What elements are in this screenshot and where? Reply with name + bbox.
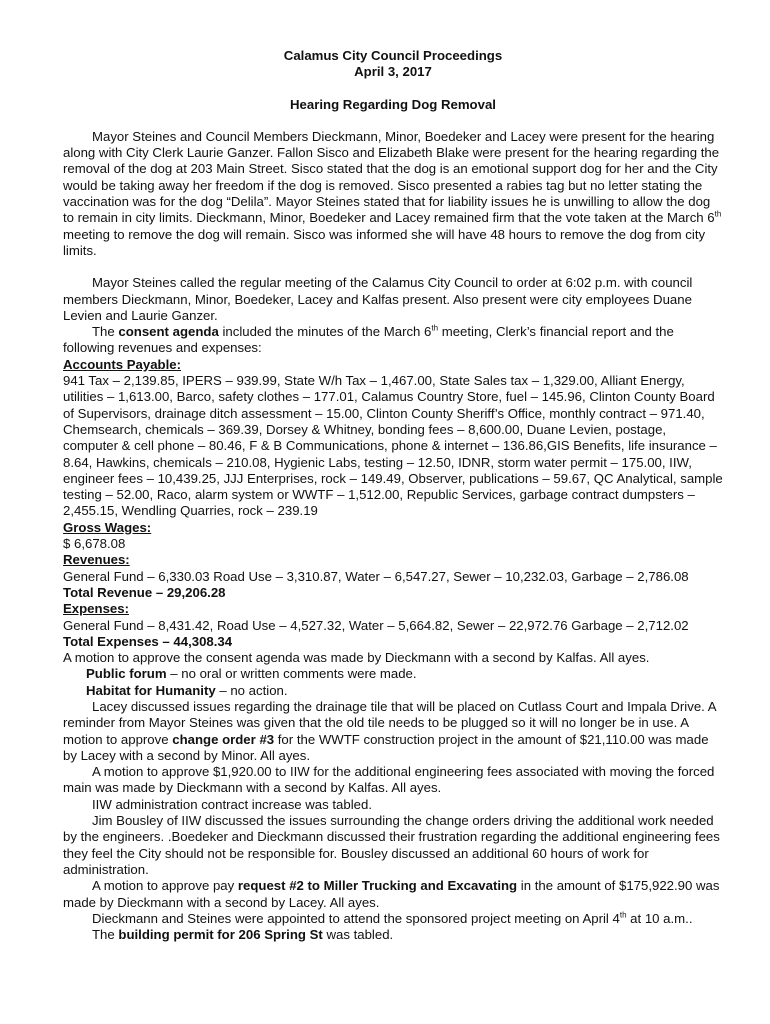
accounts-payable-heading: Accounts Payable: (63, 356, 181, 372)
change-order-label: change order #3 (172, 731, 275, 747)
habitat-item (63, 683, 723, 699)
public-forum-text: – no oral or written comments were made. (166, 666, 417, 682)
building-permit-text-1: The (92, 927, 119, 943)
drainage-text-2: for the WWTF construction project in the amount of $21,110.00 was made by Lacey with a second by Minor. All ayes. (63, 731, 709, 763)
total-expenses: Total Expenses – 44,308.34 (63, 633, 233, 649)
expenses-list: General Fund – 8,431.42, Road Use – 4,527.32, Water – 5,664.82, Sewer – 22,972.76 Garbage – 2,712.02 (63, 617, 689, 633)
document-page (63, 48, 723, 943)
hearing-paragraph (63, 129, 723, 259)
building-permit-label: building permit for 206 Spring St (118, 927, 323, 943)
revenues-heading: Revenues: (63, 552, 130, 568)
bousley-paragraph: Jim Bousley of IIW discussed the issues surrounding the change orders driving the additional work needed by the engineers. .Boedeker and Dieckmann discussed their frustration regarding the additional engineering fees they feel the City should not be responsible for. Bousley discussed an additional 60 hours of work for administration. (63, 813, 720, 877)
building-permit-paragraph (63, 927, 723, 943)
document-title: Calamus City Council Proceedings (283, 48, 503, 63)
consent-text-3: meeting, Clerk’s financial report and the following revenues and expenses: (63, 324, 674, 356)
accounts-payable-list: 941 Tax – 2,139.85, IPERS – 939.99, State W/h Tax – 1,467.00, State Sales tax – 1,329.00, Alliant Energy, utilities – 1,613.00, Barco, safety clothes – 177.01, Calamus Country Store, fuel – 145.96, Clinton County Board of Supervisors, drainage ditch assessment – 15.00, Clinton County Sheriff’s Office, monthly contract – 971.40, Chemsearch, chemicals – 369.39, Dorsey & Whitney, bonding fees – 8,600.00, Duane Levien, postage, computer & cell phone – 80.46, F & B Communications, phone & internet – 136.86,GIS Benefits, life insurance – 8.64, Hawkins, chemicals – 210.08, Hygienic Labs, testing – 12.50, IDNR, storm water permit – 175.00, IIW, engineer fees – 10,439.25, JJJ Enterprises, rock – 149.49, Observer, publications – 59.67, QC Analytical, sample testing – 52.00, Raco, alarm system or WWTF – 1,512.00, Republic Services, garbage contract dumpsters – 2,455.15, Wendling Quarries, rock – 239.19 (63, 373, 723, 519)
habitat-label: Habitat for Humanity (86, 682, 216, 698)
consent-superscript: th (431, 323, 439, 333)
hearing-superscript: th (714, 209, 722, 219)
pay-request-label: request #2 to Miller Trucking and Excavating (237, 878, 518, 894)
drainage-paragraph (63, 699, 723, 764)
consent-text-1: The (92, 324, 119, 340)
consent-agenda-label: consent agenda (118, 324, 219, 340)
consent-motion: A motion to approve the consent agenda was made by Dieckmann with a second by Kalfas. All ayes. (63, 650, 650, 666)
document-date: April 3, 2017 (354, 64, 432, 80)
habitat-text: – no action. (215, 682, 288, 698)
revenues-list: General Fund – 6,330.03 Road Use – 3,310.87, Water – 6,547.27, Sewer – 10,232.03, Garbage – 2,786.08 (63, 568, 689, 584)
total-revenue: Total Revenue – 29,206.28 (63, 584, 226, 600)
building-permit-text-2: was tabled. (322, 927, 394, 943)
gross-wages-heading: Gross Wages: (63, 519, 152, 535)
iiw-tabled-paragraph: IIW administration contract increase was tabled. (92, 796, 372, 812)
hearing-heading: Hearing Regarding Dog Removal (290, 96, 496, 112)
public-forum-label: Public forum (86, 666, 167, 682)
consent-paragraph (63, 324, 723, 357)
pay-request-paragraph (63, 878, 723, 911)
appointment-text-1: Dieckmann and Steines were appointed to attend the sponsored project meeting on April 4 (92, 910, 620, 926)
appointment-superscript: th (619, 910, 627, 920)
pay-text-2: in the amount of $175,922.90 was made by Dieckmann with a second by Lacey. All ayes. (63, 878, 720, 910)
public-forum-item (63, 666, 723, 682)
appointment-text-2: at 10 a.m.. (626, 910, 693, 926)
hearing-text-1: Mayor Steines and Council Members Dieckmann, Minor, Boedeker and Lacey were present for the hearing along with City Clerk Laurie Ganzer. Fallon Sisco and Elizabeth Blake were present for the hearing regarding the removal of the dog at 203 Main Street. Sisco stated that the dog is an emotional support dog for her and the City would be taking away her freedom if the dog is removed. Sisco presented a rabies tag but no letter stating the vaccination was for the dog “Delila”. Mayor Steines stated that for liability issues he is unwilling to allow the dog to remain in city limits. Dieckmann, Minor, Boedeker and Lacey remained firm that the vote taken at the March 6 (63, 128, 720, 226)
meeting-paragraph: Mayor Steines called the regular meeting of the Calamus City Council to order at 6:02 p.m. with council members Dieckmann, Minor, Boedeker, Lacey and Kalfas present. Also present were city employees Duane Levien and Laurie Ganzer. (63, 275, 693, 323)
gross-wages-value: $ 6,678.08 (63, 536, 126, 552)
drainage-text-1: Lacey discussed issues regarding the drainage tile that will be placed on Cutlass Court and Impala Drive. A reminder from Mayor Steines was given that the old tile needs to be plugged so it will no longer be in use. A motion to approve (63, 698, 716, 747)
consent-text-2: included the minutes of the March 6 (218, 324, 432, 340)
expenses-heading: Expenses: (63, 601, 129, 617)
pay-text-1: A motion to approve pay (92, 878, 238, 894)
hearing-text-2: meeting to remove the dog will remain. Sisco was informed she will have 48 hours to remove the dog from city limits. (63, 226, 706, 258)
iiw-motion-paragraph: A motion to approve $1,920.00 to IIW for the additional engineering fees associated with moving the forced main was made by Dieckmann with a second by Kalfas. All ayes. (63, 764, 715, 796)
appointment-paragraph (63, 911, 723, 927)
